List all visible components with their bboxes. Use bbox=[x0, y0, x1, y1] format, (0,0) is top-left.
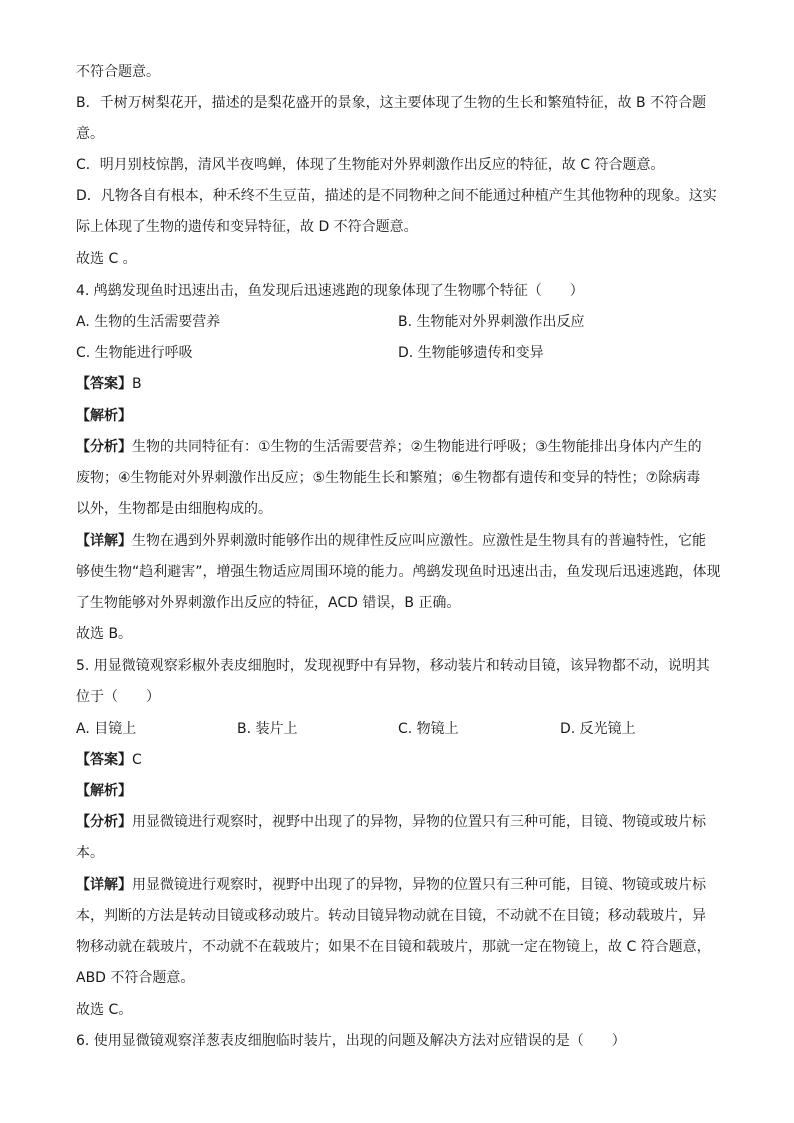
xiangjie-line: 本，判断的方法是转动目镜或移动玻片。转动目镜异物动就在目镜，不动就不在目镜；移动载玻片，异 bbox=[76, 908, 706, 924]
conclusion-line: 故选 C。 bbox=[76, 1002, 133, 1018]
text-line: 不符合题意。 bbox=[76, 64, 160, 80]
answer-tag: 【答案】 bbox=[76, 376, 132, 392]
xiangjie-text: 生物在遇到外界刺激时能够作出的规律性反应叫应激性。应激性是生物具有的普遍特性，它能 bbox=[132, 533, 706, 549]
xiangjie-line: ABD 不符合题意。 bbox=[76, 970, 195, 986]
question-stem: 5. 用显微镜观察彩椒外表皮细胞时，发现视野中有异物，移动装片和转动目镜，该异物都不动，说明其 bbox=[76, 658, 710, 674]
answer-line bbox=[76, 751, 142, 769]
text-line: 际上体现了生物的遗传和变异特征，故 D 不符合题意。 bbox=[76, 219, 418, 235]
xiangjie-line bbox=[76, 532, 706, 550]
option-c: C. 生物能进行呼吸 bbox=[76, 345, 193, 361]
conclusion-line: 故选 C 。 bbox=[76, 251, 137, 267]
xiangjie-tag: 【详解】 bbox=[76, 533, 132, 549]
answer-value: C bbox=[132, 752, 142, 768]
fenxi-line: 以外，生物都是由细胞构成的。 bbox=[76, 501, 272, 517]
fenxi-line bbox=[76, 813, 706, 831]
answer-tag: 【答案】 bbox=[76, 752, 132, 768]
xiangjie-line: 够使生物“趋利避害”，增强生物适应周围环境的能力。鸬鹚发现鱼时迅速出击，鱼发现后迅速逃跑，体现 bbox=[76, 564, 721, 580]
fenxi-line: 本。 bbox=[76, 845, 104, 861]
text-line: 意。 bbox=[76, 126, 104, 142]
conclusion-line: 故选 B。 bbox=[76, 626, 133, 642]
question-stem: 6. 使用显微镜观察洋葱表皮细胞临时装片，出现的问题及解决方法对应错误的是（ ） bbox=[76, 1033, 626, 1049]
option-d: D. 生物能够遗传和变异 bbox=[398, 345, 544, 361]
analysis-tag: 【解析】 bbox=[76, 783, 132, 799]
option-b: B. 装片上 bbox=[237, 721, 298, 737]
fenxi-line: 废物；④生物能对外界刺激作出反应；⑤生物能生长和繁殖；⑥生物都有遗传和变异的特性；⑦除病毒 bbox=[76, 470, 701, 486]
text-line: D．凡物各自有根本，种禾终不生豆苗，描述的是不同物种之间不能通过种植产生其他物种的现象。这实 bbox=[76, 188, 717, 204]
option-a: A. 目镜上 bbox=[76, 721, 137, 737]
answer-line bbox=[76, 375, 142, 393]
question-stem: 4. 鸬鹚发现鱼时迅速出击，鱼发现后迅速逃跑的现象体现了生物哪个特征（ ） bbox=[76, 283, 584, 299]
text-line: C．明月别枝惊鹊，清风半夜鸣蝉，体现了生物能对外界刺激作出反应的特征，故 C 符合题意。 bbox=[76, 157, 665, 173]
question-stem: 位于（ ） bbox=[76, 689, 160, 705]
xiangjie-tag: 【详解】 bbox=[76, 877, 132, 893]
answer-value: B bbox=[132, 376, 142, 392]
fenxi-text: 生物的共同特征有：①生物的生活需要营养；②生物能进行呼吸；③生物能排出身体内产生的 bbox=[132, 439, 702, 455]
fenxi-tag: 【分析】 bbox=[76, 814, 132, 830]
xiangjie-line: 了生物能够对外界刺激作出反应的特征，ACD 错误，B 正确。 bbox=[76, 595, 461, 611]
analysis-heading bbox=[76, 407, 132, 425]
xiangjie-line: 物移动就在载玻片，不动就不在载玻片；如果不在目镜和载玻片，那就一定在物镜上，故 C 符合题意， bbox=[76, 939, 711, 955]
option-c: C. 物镜上 bbox=[398, 721, 459, 737]
option-b: B. 生物能对外界刺激作出反应 bbox=[398, 314, 585, 330]
xiangjie-text: 用显微镜进行观察时，视野中出现了的异物，异物的位置只有三种可能，目镜、物镜或玻片标 bbox=[132, 877, 706, 893]
fenxi-tag: 【分析】 bbox=[76, 439, 132, 455]
xiangjie-line bbox=[76, 876, 706, 894]
option-d: D. 反光镜上 bbox=[560, 721, 636, 737]
analysis-heading bbox=[76, 782, 132, 800]
option-a: A. 生物的生活需要营养 bbox=[76, 314, 221, 330]
fenxi-text: 用显微镜进行观察时，视野中出现了的异物，异物的位置只有三种可能，目镜、物镜或玻片标 bbox=[132, 814, 706, 830]
text-line: B．千树万树梨花开，描述的是梨花盛开的景象，这主要体现了生物的生长和繁殖特征，故 B 不符合题 bbox=[76, 95, 707, 111]
analysis-tag: 【解析】 bbox=[76, 408, 132, 424]
fenxi-line bbox=[76, 438, 702, 456]
